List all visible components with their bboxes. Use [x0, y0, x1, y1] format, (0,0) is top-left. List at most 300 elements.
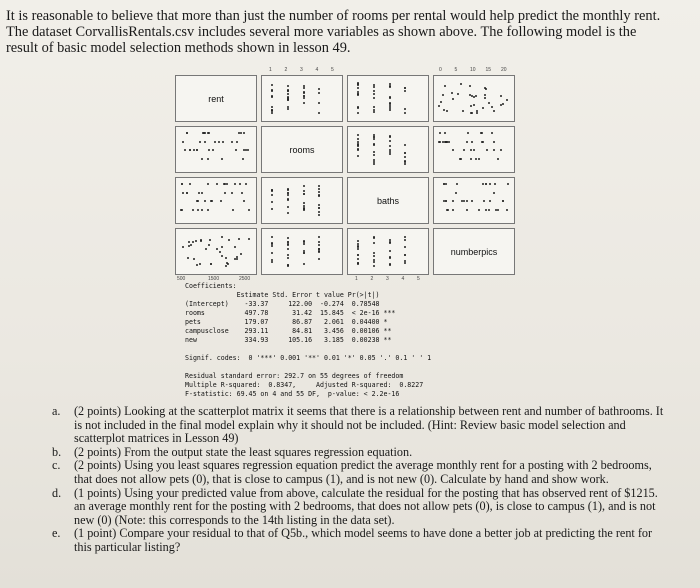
- scatter-point: [271, 252, 273, 254]
- scatter-point: [493, 192, 495, 194]
- variable-label: baths: [376, 196, 400, 206]
- question-b: [52, 446, 672, 460]
- scatter-point: [480, 132, 482, 134]
- question-a: [52, 405, 672, 446]
- scatter-point: [470, 105, 472, 107]
- scatter-point: [231, 141, 233, 143]
- output-blank: [185, 345, 189, 353]
- scatter-point: [471, 141, 473, 143]
- scatter-point: [357, 248, 359, 250]
- scatter-point: [226, 183, 228, 185]
- matrix-panel-baths-vs-rooms: [261, 177, 343, 224]
- variable-label: rooms: [289, 145, 315, 155]
- matrix-panel-numberpics-vs-rooms: [261, 228, 343, 275]
- r-squared: Multiple R-squared: 0.8347, Adjusted R-squared: 0.8227: [185, 381, 424, 389]
- scatter-point: [357, 148, 359, 150]
- scatter-point: [199, 141, 201, 143]
- scatter-point: [466, 209, 468, 211]
- scatter-point: [389, 153, 391, 155]
- scatter-point: [476, 112, 478, 114]
- scatter-point: [271, 84, 273, 86]
- scatter-point: [196, 264, 198, 266]
- scatter-point: [460, 158, 462, 160]
- scatter-point: [484, 97, 486, 99]
- axis-tick-label: 1: [355, 276, 358, 282]
- scatter-point: [488, 209, 490, 211]
- scatter-point: [201, 158, 203, 160]
- scatter-point: [303, 193, 305, 195]
- scatter-point: [357, 263, 359, 265]
- scatter-point: [373, 106, 375, 108]
- scatter-point: [469, 94, 471, 96]
- scatter-point: [303, 202, 305, 204]
- regression-output: [185, 273, 431, 408]
- scatter-point: [221, 255, 223, 257]
- scatter-point: [473, 104, 475, 106]
- matrix-panel-rent-vs-baths: [347, 75, 429, 122]
- scatter-point: [182, 192, 184, 194]
- scatter-point: [238, 238, 240, 240]
- axis-tick-label: 3: [386, 276, 389, 282]
- question-text: (2 points) Looking at the scatterplot matrix it seems that there is a relationship between rent and number of bathrooms. It is not included in the final model explain why it should not be included. (Hint: Review basic model selection and scatterplot matrices in Lesson 49): [74, 404, 664, 446]
- scatter-point: [470, 149, 472, 151]
- scatter-point: [212, 149, 214, 151]
- scatter-point: [404, 108, 406, 110]
- scatter-point: [482, 183, 484, 185]
- scatter-point: [303, 252, 305, 254]
- scatter-point: [287, 265, 289, 267]
- scatter-point: [192, 241, 194, 243]
- scatter-point: [303, 95, 305, 97]
- scatter-point: [373, 255, 375, 257]
- scatter-point: [287, 96, 289, 98]
- scatter-point: [204, 132, 206, 134]
- scatter-point: [271, 109, 273, 111]
- signif-codes: Signif. codes: 0 '***' 0.001 '**' 0.01 '*' 0.05 '.' 0.1 ' ' 1: [185, 354, 432, 362]
- scatter-point: [318, 195, 320, 197]
- scatter-point: [452, 98, 454, 100]
- axis-tick-label: 4: [401, 276, 405, 282]
- axis-tick-label: 500: [177, 276, 186, 282]
- scatter-point: [303, 263, 305, 265]
- scatter-point: [232, 209, 234, 211]
- scatter-point: [443, 109, 445, 111]
- scatter-point: [271, 236, 273, 238]
- scatter-point: [460, 83, 462, 85]
- scatter-point: [463, 200, 465, 202]
- scatter-point: [373, 111, 375, 113]
- scatter-point: [242, 158, 244, 160]
- scatter-point: [473, 96, 475, 98]
- scatter-point: [466, 200, 468, 202]
- scatter-point: [389, 85, 391, 87]
- scatter-point: [221, 246, 223, 248]
- scatter-point: [303, 243, 305, 245]
- scatter-point: [373, 93, 375, 95]
- scatter-point: [389, 241, 391, 243]
- scatter-point: [248, 238, 250, 240]
- intro-line-2: The dataset CorvallisRentals.csv includes several more variables as shown above. The following model is the: [6, 24, 637, 40]
- scatter-point: [481, 141, 483, 143]
- scatter-point: [271, 261, 273, 263]
- scatter-point: [404, 236, 406, 238]
- scatter-point: [248, 209, 250, 211]
- scatter-point: [373, 109, 375, 111]
- scatter-point: [462, 110, 464, 112]
- scatter-point: [303, 97, 305, 99]
- scatter-point: [485, 209, 487, 211]
- scatter-point: [357, 143, 359, 145]
- scatter-point: [221, 158, 223, 160]
- scatter-point: [495, 209, 497, 211]
- scatter-point: [463, 149, 465, 151]
- axis-tick-label: 1: [269, 67, 272, 73]
- scatter-point: [182, 246, 184, 248]
- scatter-point: [271, 208, 273, 210]
- scatter-point: [199, 263, 201, 265]
- scatter-point: [438, 141, 440, 143]
- scatter-point: [404, 112, 406, 114]
- question-text: (1 points) Using your predicted value from above, calculate the residual for the posting that has observed rent of $1215. an average monthly rent for the posting with 2 bedrooms, that does not allow pets (0), is close to campus (1), and is not new (0) (Note: this corresponds to the 14th listing in the data set).: [74, 485, 658, 527]
- scatter-point: [404, 87, 406, 89]
- intro-paragraph: [6, 8, 694, 56]
- scatter-point: [186, 132, 188, 134]
- scatter-point: [192, 209, 194, 211]
- scatter-point: [188, 241, 190, 243]
- scatter-point: [318, 92, 320, 94]
- scatter-point: [271, 242, 273, 244]
- question-label: b.: [52, 444, 62, 459]
- scatter-point: [506, 209, 508, 211]
- scatter-point: [208, 244, 210, 246]
- axis-tick-label: 3: [300, 67, 303, 73]
- axis-tick-label: 0: [439, 67, 442, 73]
- scatter-point: [404, 163, 406, 165]
- scatter-point: [373, 134, 375, 136]
- f-statistic: F-statistic: 69.45 on 4 and 55 DF, p-value: < 2.2e-16: [185, 390, 400, 398]
- scatter-point: [197, 209, 199, 211]
- scatter-point: [357, 134, 359, 136]
- scatter-point: [219, 251, 221, 253]
- matrix-diagonal-rent: [175, 75, 257, 122]
- scatter-point: [389, 250, 391, 252]
- scatter-point: [404, 90, 406, 92]
- scatter-point: [241, 192, 243, 194]
- scatter-point: [271, 95, 273, 97]
- scatter-point: [455, 192, 457, 194]
- scatter-point: [236, 141, 238, 143]
- scatter-point: [201, 192, 203, 194]
- scatter-point: [271, 112, 273, 114]
- scatter-point: [271, 89, 273, 91]
- axis-tick-label: 15: [485, 67, 492, 73]
- scatter-point: [404, 144, 406, 146]
- scatter-point: [357, 243, 359, 245]
- scatter-point: [373, 265, 375, 267]
- scatter-point: [318, 112, 320, 114]
- scatter-point: [318, 88, 320, 90]
- scatter-point: [318, 191, 320, 193]
- scatter-point: [195, 240, 197, 242]
- scatter-point: [470, 158, 472, 160]
- scatter-point: [198, 192, 200, 194]
- axis-tick-label: 1500: [208, 276, 220, 282]
- scatter-point: [497, 209, 499, 211]
- scatter-point: [245, 149, 247, 151]
- scatter-point: [231, 192, 233, 194]
- scatter-point: [210, 263, 212, 265]
- scatter-point: [357, 93, 359, 95]
- matrix-panel-rooms-vs-numberpics: [433, 126, 515, 173]
- scatter-point: [373, 252, 375, 254]
- output-row-pets: pets 179.07 86.87 2.061 0.04400 *: [185, 318, 388, 326]
- scatter-point: [318, 214, 320, 216]
- scatter-point: [287, 192, 289, 194]
- scatter-point: [494, 183, 496, 185]
- scatter-point: [389, 264, 391, 266]
- scatter-point: [484, 94, 486, 96]
- scatter-point: [493, 141, 495, 143]
- scatter-point: [439, 132, 441, 134]
- scatter-point: [475, 95, 477, 97]
- scatter-point: [404, 254, 406, 256]
- question-text: (2 points) Using you least squares regression equation predict the average monthly rent for a posting with 2 bedrooms, that does not allow pets (0), that is close to campus (1), and is not new (0). Calculate by hand and show work.: [74, 458, 652, 486]
- output-column-header: Estimate Std. Error t value Pr(>|t|): [185, 291, 380, 299]
- scatter-point: [491, 106, 493, 108]
- scatter-point: [373, 163, 375, 165]
- scatter-point: [440, 101, 442, 103]
- scatter-point: [500, 149, 502, 151]
- scatter-point: [373, 143, 375, 145]
- scatter-point: [303, 87, 305, 89]
- scatter-point: [216, 183, 218, 185]
- scatter-point: [404, 246, 406, 248]
- scatter-point: [357, 258, 359, 260]
- scatter-point: [491, 132, 493, 134]
- scatter-point: [373, 236, 375, 238]
- scatter-point: [497, 158, 499, 160]
- scatter-point: [442, 94, 444, 96]
- scatter-point: [182, 141, 184, 143]
- question-label: e.: [52, 526, 61, 541]
- scatter-point: [271, 245, 273, 247]
- scatter-point: [303, 240, 305, 242]
- scatter-point: [389, 257, 391, 259]
- intro-line-3: result of basic model selection methods shown in lesson 49.: [6, 40, 351, 56]
- scatter-point: [190, 244, 192, 246]
- scatter-point: [236, 258, 238, 260]
- scatter-point: [204, 200, 206, 202]
- output-blank-2: [185, 363, 189, 371]
- scatter-point: [448, 141, 450, 143]
- scatter-point: [389, 145, 391, 147]
- scatter-point: [318, 236, 320, 238]
- question-label: d.: [52, 485, 62, 500]
- scatter-point: [373, 261, 375, 263]
- scatter-point: [181, 183, 183, 185]
- scatter-point: [493, 110, 495, 112]
- scatter-point: [357, 107, 359, 109]
- scatterplot-matrix: [175, 67, 515, 282]
- scatter-point: [444, 85, 446, 87]
- scatter-point: [318, 211, 320, 213]
- scatter-point: [287, 248, 289, 250]
- scatter-point: [218, 141, 220, 143]
- scatter-point: [224, 192, 226, 194]
- axis-tick-label: 2500: [239, 276, 251, 282]
- scatter-point: [318, 244, 320, 246]
- scatter-point: [187, 257, 189, 259]
- scatter-point: [485, 88, 487, 90]
- matrix-panel-numberpics-vs-rent: [175, 228, 257, 275]
- scatter-point: [207, 158, 209, 160]
- scatter-point: [247, 149, 249, 151]
- question-e: [52, 527, 672, 554]
- scatter-point: [287, 206, 289, 208]
- scatter-point: [207, 183, 209, 185]
- scatter-point: [222, 141, 224, 143]
- scatter-point: [287, 254, 289, 256]
- matrix-diagonal-baths: [347, 177, 429, 224]
- matrix-panel-baths-vs-rent: [175, 177, 257, 224]
- scatter-point: [287, 194, 289, 196]
- scatter-point: [357, 155, 359, 157]
- axis-tick-label: 10: [470, 67, 476, 73]
- scatter-point: [471, 200, 473, 202]
- scatter-point: [483, 200, 485, 202]
- matrix-panel-rent-vs-numberpics: [433, 75, 515, 122]
- scatter-point: [205, 248, 207, 250]
- residual-standard-error: Residual standard error: 292.7 on 55 degrees of freedom: [185, 372, 404, 380]
- output-row-intercept: (Intercept) -33.37 122.00 -0.274 0.78548: [185, 300, 380, 308]
- matrix-panel-numberpics-vs-baths: [347, 228, 429, 275]
- intro-line-1: It is reasonable to believe that more than just the number of rooms per rental would help predict the monthly rent.: [6, 8, 661, 24]
- question-d: [52, 487, 672, 528]
- scatter-point: [357, 240, 359, 242]
- scatter-point: [287, 257, 289, 259]
- scatter-point: [214, 141, 216, 143]
- scatter-point: [318, 102, 320, 104]
- scatter-point: [469, 85, 471, 87]
- scatter-point: [318, 185, 320, 187]
- scatter-point: [486, 149, 488, 151]
- scatter-point: [209, 239, 211, 241]
- scatter-point: [373, 86, 375, 88]
- scatter-point: [506, 99, 508, 101]
- scatter-point: [404, 156, 406, 158]
- scatter-point: [373, 138, 375, 140]
- scatter-point: [189, 183, 191, 185]
- scatter-point: [184, 149, 186, 151]
- scatter-point: [488, 102, 490, 104]
- scatter-point: [489, 183, 491, 185]
- question-label: a.: [52, 404, 61, 418]
- scatter-point: [389, 140, 391, 142]
- scatter-point: [227, 263, 229, 265]
- scatter-point: [234, 246, 236, 248]
- matrix-diagonal-numberpics: [433, 228, 515, 275]
- scatter-point: [493, 149, 495, 151]
- scatter-point: [271, 194, 273, 196]
- scatter-point: [207, 209, 209, 211]
- scatter-point: [466, 141, 468, 143]
- scatter-point: [478, 158, 480, 160]
- scatter-point: [507, 183, 509, 185]
- scatter-point: [193, 149, 195, 151]
- scatter-point: [303, 209, 305, 211]
- scatter-point: [318, 207, 320, 209]
- scatter-point: [318, 188, 320, 190]
- scatter-point: [473, 149, 475, 151]
- axis-tick-label: 2: [370, 276, 374, 282]
- scatter-point: [475, 158, 477, 160]
- scatter-point: [208, 149, 210, 151]
- scatter-point: [225, 257, 227, 259]
- scatter-point: [389, 239, 391, 241]
- scatter-point: [373, 90, 375, 92]
- scatter-point: [502, 200, 504, 202]
- matrix-diagonal-rooms: [261, 126, 343, 173]
- scatter-point: [438, 105, 440, 107]
- scatter-point: [271, 201, 273, 203]
- axis-tick-label: 20: [501, 67, 507, 73]
- scatter-point: [287, 199, 289, 201]
- question-text: (1 point) Compare your residual to that of Q5b., which model seems to have done a better job at predicting the rent for this particular listing?: [74, 526, 653, 554]
- scatter-point: [404, 160, 406, 162]
- scatter-point: [239, 183, 241, 185]
- scatter-point: [287, 212, 289, 214]
- scatter-point: [357, 138, 359, 140]
- scatter-point: [303, 190, 305, 192]
- scatter-point: [216, 248, 218, 250]
- scatter-point: [287, 241, 289, 243]
- scatter-point: [303, 185, 305, 187]
- scatter-point: [457, 93, 459, 95]
- scatter-point: [318, 258, 320, 260]
- scatter-point: [200, 240, 202, 242]
- scatter-point: [452, 200, 454, 202]
- scatter-point: [240, 253, 242, 255]
- scatter-point: [389, 136, 391, 138]
- scatter-point: [287, 99, 289, 101]
- scatter-point: [478, 209, 480, 211]
- scatter-point: [404, 152, 406, 154]
- question-c: [52, 459, 672, 486]
- axis-tick-label: 5: [417, 276, 420, 282]
- scatter-point: [186, 192, 188, 194]
- scatter-point: [467, 132, 469, 134]
- scatter-point: [196, 149, 198, 151]
- scatter-point: [225, 265, 227, 267]
- scatter-point: [357, 254, 359, 256]
- scatter-point: [489, 200, 491, 202]
- scatter-point: [287, 85, 289, 87]
- scatter-point: [404, 262, 406, 264]
- scatter-point: [389, 97, 391, 99]
- scatter-point: [446, 110, 448, 112]
- scatter-point: [204, 141, 206, 143]
- scatter-point: [271, 106, 273, 108]
- scatter-point: [245, 183, 247, 185]
- scatter-point: [221, 236, 223, 238]
- variable-label: numberpics: [450, 247, 498, 257]
- scatter-point: [240, 132, 242, 134]
- scatter-point: [373, 97, 375, 99]
- scatter-point: [223, 183, 225, 185]
- scatter-point: [303, 102, 305, 104]
- matrix-panel-rent-vs-rooms: [261, 75, 343, 122]
- scatter-point: [196, 200, 198, 202]
